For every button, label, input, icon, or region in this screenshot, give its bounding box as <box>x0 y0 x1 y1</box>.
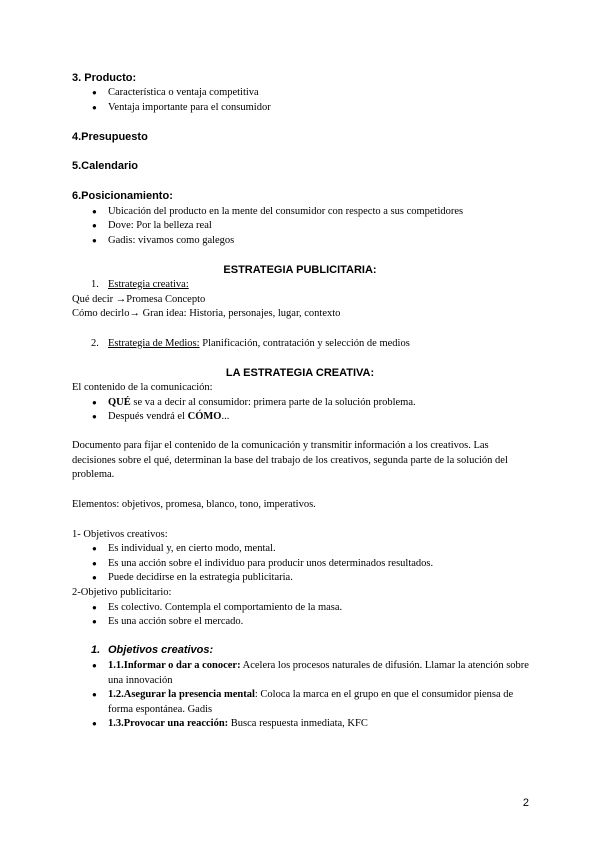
bullet-icon: ● <box>92 573 97 582</box>
list-number: 1. <box>91 644 101 656</box>
bullet-icon: ● <box>92 398 97 407</box>
elementos-line: Elementos: objetivos, promesa, blanco, tono, imperativos. <box>72 499 316 510</box>
list-item: Es una acción sobre el individuo para producir unos determinados resultados. <box>108 558 434 569</box>
estrategia-creativa-label: Estrategia creativa: <box>108 279 189 290</box>
como-post: ... <box>221 411 230 422</box>
estrategia-creativa-heading: LA ESTRATEGIA CREATIVA: <box>225 367 375 379</box>
estrategia-medios-line <box>108 337 410 352</box>
contenido-intro: El contenido de la comunicación: <box>72 382 213 393</box>
informar-label: 1.1.Informar o dar a conocer: <box>108 660 241 671</box>
provocar-text: Busca respuesta inmediata, KFC <box>228 718 368 729</box>
asegurar-text: : Coloca la marca en el grupo en que el consumidor piensa de forma espontánea. Gadis <box>108 689 514 715</box>
bullet-icon: ● <box>92 221 97 230</box>
bullet-icon: ● <box>92 412 97 421</box>
bullet-icon: ● <box>92 603 97 612</box>
bullet-icon: ● <box>92 559 97 568</box>
list-number: 2. <box>91 338 99 349</box>
asegurar-label: 1.2.Asegurar la presencia mental <box>108 689 255 700</box>
list-item <box>108 659 530 688</box>
list-item: Ubicación del producto en la mente del consumidor con respecto a sus competidores <box>108 206 464 217</box>
objetivos-creativos-heading: 1- Objetivos creativos: <box>72 529 168 540</box>
list-item: Característica o ventaja competitiva <box>108 87 259 98</box>
que-decir-line: Qué decir →Promesa Concepto <box>72 294 206 305</box>
list-item: Dove: Por la belleza real <box>108 220 212 231</box>
list-number: 1. <box>91 279 99 290</box>
que-text: se va a decir al consumidor: primera parte de la solución problema. <box>130 397 416 408</box>
provocar-label: 1.3.Provocar una reacción: <box>108 718 229 729</box>
list-item: Es individual y, en cierto modo, mental. <box>108 543 276 554</box>
como-decirlo-line: Cómo decirlo→ Gran idea: Historia, personajes, lugar, contexto <box>72 308 341 319</box>
list-item: Puede decidirse en la estrategia publicitaria. <box>108 572 293 583</box>
bullet-icon: ● <box>92 88 97 97</box>
estrategia-publicitaria-heading: ESTRATEGIA PUBLICITARIA: <box>223 264 377 276</box>
como-pre: Después vendrá el <box>108 411 188 422</box>
como-bold: CÓMO <box>187 411 222 422</box>
estrategia-medios-label: Estrategia de Medios: <box>108 338 200 349</box>
section-producto-heading: 3. Producto: <box>72 72 137 84</box>
page-number: 2 <box>522 797 529 809</box>
bullet-icon: ● <box>92 690 97 699</box>
informar-text: Acelera los procesos naturales de difusión. Llamar la atención sobre una innovación <box>108 660 529 686</box>
list-item <box>108 717 368 732</box>
objetivo-publicitario-heading: 2-Objetivo publicitario: <box>72 587 172 598</box>
list-item <box>108 410 229 425</box>
list-item: Es colectivo. Contempla el comportamiento de la masa. <box>108 602 343 613</box>
bullet-icon: ● <box>92 103 97 112</box>
objetivos-creativos-subheading: Objetivos creativos: <box>108 644 214 656</box>
bullet-icon: ● <box>92 207 97 216</box>
list-item <box>108 396 416 411</box>
documento-paragraph: Documento para fijar el contenido de la comunicación y transmitir información a los creativos. Las decisiones sobre el qué, determinan la base del trabajo de los creativos, segunda parte de la solución del problema. <box>72 440 508 480</box>
list-item <box>108 688 530 717</box>
list-item: Es una acción sobre el mercado. <box>108 616 244 627</box>
bullet-icon: ● <box>92 661 97 670</box>
section-calendario-heading: 5.Calendario <box>72 160 139 172</box>
bullet-icon: ● <box>92 617 97 626</box>
que-bold: QUÉ <box>108 397 131 408</box>
list-item: Ventaja importante para el consumidor <box>108 102 271 113</box>
list-item: Gadis: vivamos como galegos <box>108 235 235 246</box>
estrategia-medios-text: Planificación, contratación y selección de medios <box>199 338 410 349</box>
bullet-icon: ● <box>92 719 97 728</box>
bullet-icon: ● <box>92 544 97 553</box>
section-presupuesto-heading: 4.Presupuesto <box>72 131 148 143</box>
bullet-icon: ● <box>92 236 97 245</box>
section-posicionamiento-heading: 6.Posicionamiento: <box>72 190 173 202</box>
